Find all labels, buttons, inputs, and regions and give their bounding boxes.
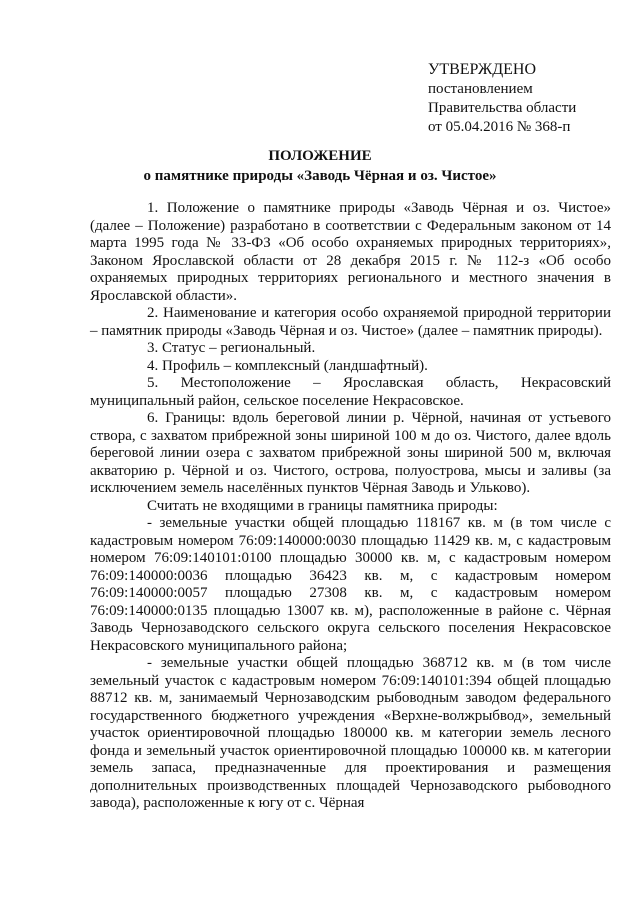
approval-line-3: от 05.04.2016 № 368-п <box>428 119 571 135</box>
document-title: ПОЛОЖЕНИЕ <box>268 148 372 164</box>
paragraph-6: 6. Границы: вдоль береговой линии р. Чёрной, начиная от устьевого створа, с захватом прибрежной зоны шириной 100 м до оз. Чистого, далее вдоль береговой линии озера с захватом прибрежной зоны шириной 500 м, включая акваторию р. Чёрной и оз. Чистого, острова, полуострова, мысы и заливы (за исключением земель населённых пунктов Чёрная Заводь и Ульково). <box>90 410 611 496</box>
approval-line-2: Правительства области <box>428 100 577 116</box>
approval-stamp <box>428 60 628 137</box>
approval-title: УТВЕРЖДЕНО <box>428 61 537 78</box>
document-body <box>90 200 611 813</box>
paragraph-5: 5. Местоположение – Ярославская область, Некрасовский муниципальный район, сельское поселение Некрасовское. <box>90 375 611 409</box>
paragraph-exclusion-1: - земельные участки общей площадью 118167 кв. м (в том числе с кадастровым номером 76:09:140000:0030 площадью 11429 кв. м, с кадастровым номером 76:09:140101:0100 площадью 30000 кв. м, с кадастровым номером 76:09:140000:0036 площадью 36423 кв. м, с кадастровым номером 76:09:140000:0057 площадью 27308 кв. м, с кадастровым номером 76:09:140000:0135 площадью 13007 кв. м), расположенные в районе с. Чёрная Заводь Чернозаводского сельского округа сельского поселения Некрасовское Некрасовского муниципального района; <box>90 515 611 654</box>
paragraph-1: 1. Положение о памятнике природы «Заводь Чёрная и оз. Чистое» (далее – Положение) разработано в соответствии с Федеральным законом от 14 марта 1995 года № 33-ФЗ «Об особо охраняемых природных территориях», Законом Ярославской области от 28 декабря 2015 г. № 112-з «Об особо охраняемых природных территориях регионального и местного значения в Ярославской области». <box>90 200 611 304</box>
paragraph-4: 4. Профиль – комплексный (ландшафтный). <box>147 357 428 374</box>
paragraph-2: 2. Наименование и категория особо охраняемой природной территории – памятник природы «Заводь Чёрная и оз. Чистое» (далее – памятник природы). <box>90 305 611 339</box>
document-subtitle: о памятнике природы «Заводь Чёрная и оз. Чистое» <box>143 168 497 184</box>
approval-line-1: постановлением <box>428 81 533 97</box>
paragraph-exclusions-intro: Считать не входящими в границы памятника природы: <box>147 497 498 514</box>
paragraph-3: 3. Статус – региональный. <box>147 340 316 356</box>
document-heading <box>0 146 640 186</box>
paragraph-exclusion-2: - земельные участки общей площадью 368712 кв. м (в том числе земельный участок с кадастровым номером 76:09:140101:394 общей площадью 88712 кв. м, занимаемый Чернозаводским рыбоводным заводом федерального государственного бюджетного учреждения «Верхне-волжрыбвод», земельный участок ориентировочной площадью 180000 кв. м категории земель лесного фонда и земельный участок ориентировочной площадью 100000 кв. м категории земель запаса, предназначенные для проектирования и размещения дополнительных производственных площадей Чернозаводского рыбоводного завода), расположенные к югу от с. Чёрная <box>90 655 611 811</box>
